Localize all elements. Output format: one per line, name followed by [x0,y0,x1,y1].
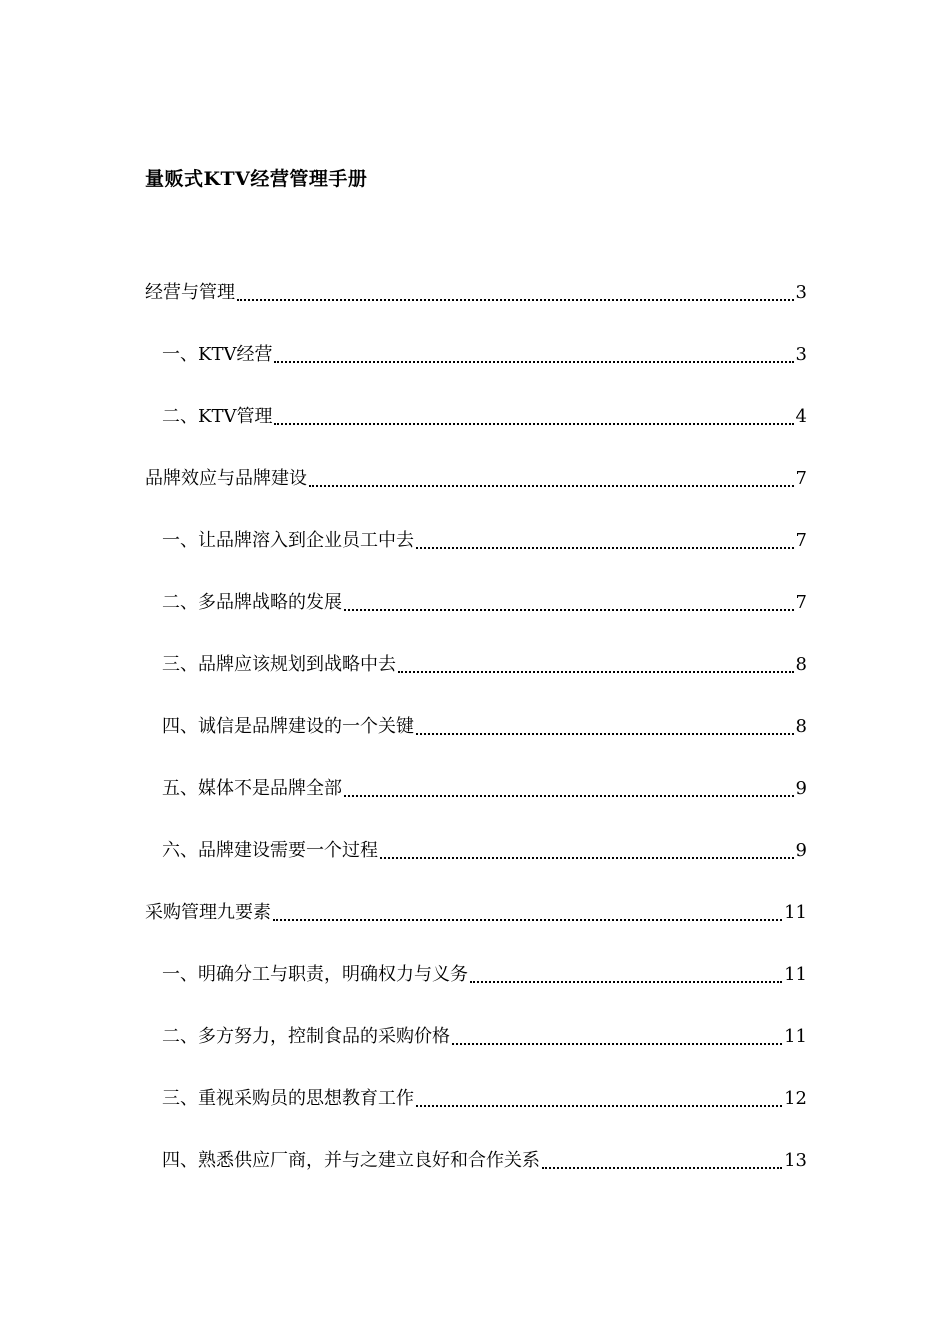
toc-dot-leader [470,962,782,988]
toc-entry[interactable] [145,652,807,714]
toc-dot-leader [344,590,794,616]
toc-page-number: 12 [784,1088,807,1109]
toc-dot-leader [344,776,794,802]
toc-entry-text: 六、品牌建设需要一个过程 [162,840,378,861]
toc-page-number: 3 [795,344,807,365]
toc-page-number: 11 [784,1026,807,1047]
document-title: 量贩式KTV经营管理手册 [145,168,368,190]
toc-entry-text: 三、重视采购员的思想教育工作 [162,1088,414,1109]
toc-dot-leader [274,404,793,430]
toc-entry-text: 品牌效应与品牌建设 [145,468,307,489]
toc-entry-text: 一、明确分工与职责，明确权力与义务 [162,964,468,985]
toc-entry-text: 一、让品牌溶入到企业员工中去 [162,530,414,551]
toc-dot-leader [416,528,794,554]
toc-dot-leader [416,714,794,740]
toc-entry-text: 二、多品牌战略的发展 [162,592,342,613]
toc-page-number: 13 [784,1150,807,1171]
toc-page-number: 8 [795,654,807,675]
toc-page-number: 7 [795,592,807,613]
toc-page-number: 11 [784,902,807,923]
toc-entry-text: 四、熟悉供应厂商，并与之建立良好和合作关系 [162,1150,540,1171]
toc-page-number: 7 [795,530,807,551]
toc-page-number: 4 [795,406,807,427]
toc-entry[interactable] [145,1148,807,1210]
toc-dot-leader [380,838,794,864]
toc-entry[interactable] [145,590,807,652]
toc-entry[interactable] [145,838,807,900]
toc-page-number: 9 [795,840,807,861]
toc-dot-leader [309,466,794,492]
toc-dot-leader [273,900,782,926]
toc-entry[interactable] [145,1024,807,1086]
toc-entry-text: 采购管理九要素 [145,902,271,923]
toc-dot-leader [237,280,794,306]
toc-entry-text: 经营与管理 [145,282,235,303]
toc-entry[interactable] [145,776,807,838]
toc-entry[interactable] [145,280,807,342]
toc-entry-text: 二、KTV管理 [162,406,273,427]
toc-entry-text: 四、诚信是品牌建设的一个关键 [162,716,414,737]
toc-dot-leader [398,652,794,678]
toc-entry[interactable] [145,404,807,466]
toc-page-number: 9 [795,778,807,799]
toc-entry[interactable] [145,466,807,528]
toc-entry[interactable] [145,342,807,404]
toc-entry[interactable] [145,1086,807,1148]
toc-entry[interactable] [145,900,807,962]
toc-entry-text: 三、品牌应该规划到战略中去 [162,654,396,675]
toc-page-number: 8 [795,716,807,737]
toc-page-number: 7 [795,468,807,489]
toc-dot-leader [542,1148,782,1174]
toc-entry-text: 一、KTV经营 [162,344,273,365]
toc-page-number: 11 [784,964,807,985]
table-of-contents [145,280,807,1210]
toc-entry[interactable] [145,714,807,776]
toc-dot-leader [452,1024,782,1050]
toc-dot-leader [416,1086,782,1112]
toc-dot-leader [274,342,793,368]
toc-entry[interactable] [145,962,807,1024]
toc-entry-text: 二、多方努力，控制食品的采购价格 [162,1026,450,1047]
toc-entry[interactable] [145,528,807,590]
toc-entry-text: 五、媒体不是品牌全部 [162,778,342,799]
toc-page-number: 3 [795,282,807,303]
